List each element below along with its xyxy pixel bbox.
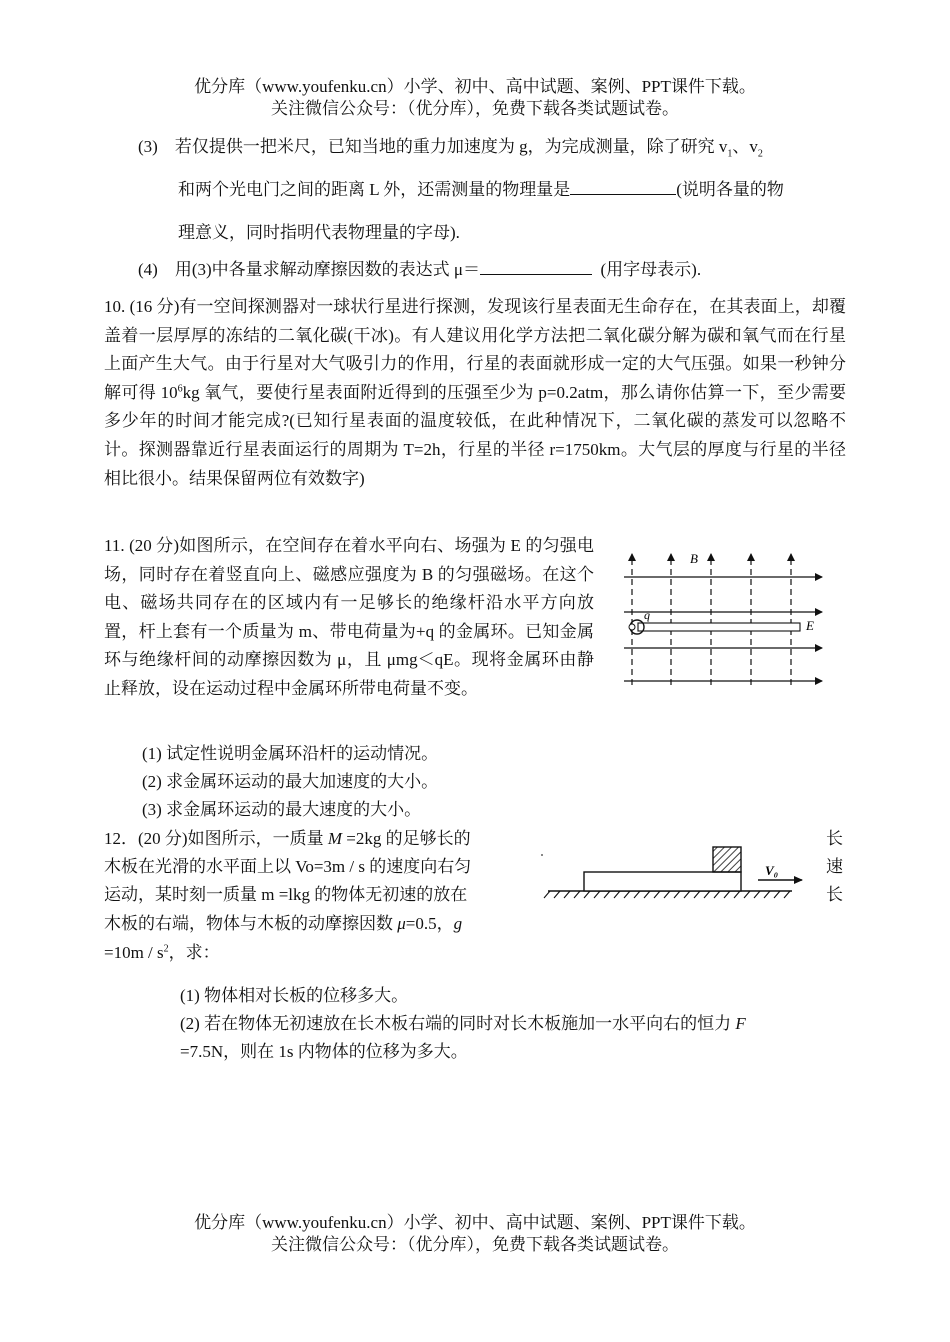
footer-line-1: 优分库（www.youfenku.cn）小学、初中、高中试题、案例、PPT课件下载。 (194, 1213, 756, 1232)
label-q: q (644, 608, 650, 622)
long-board (584, 872, 741, 891)
q12-sub1: (1) 物体相对长板的位移多大。 (180, 986, 409, 1005)
header-line-1: 优分库（www.youfenku.cn）小学、初中、高中试题、案例、PPT课件下载。 (194, 77, 756, 96)
q12-line2: 木板在光滑的水平面上以 Vo=3m / s 的速度向右匀 (104, 857, 472, 876)
q9-part3-line3: 理意义，同时指明代表物理量的字母). (178, 223, 460, 242)
q12-sub2-line2: =7.5N，则在 1s 内物体的位移为多大。 (180, 1042, 468, 1061)
small-block (713, 847, 741, 872)
q12-line1: 12．(20 分)如图所示，一质量 M =2kg 的足够长的 (104, 829, 471, 848)
insulating-rod (638, 623, 800, 631)
q12-sub2-line1: (2) 若在物体无初速放在长木板右端的同时对长木板施加一水平向右的恒力 F (180, 1014, 746, 1033)
q12-right-char-2: 速 (826, 857, 843, 876)
label-b: B (690, 551, 698, 566)
q12-line5: $=10m / s^2$，求： (104, 943, 220, 962)
ground-hatch (544, 891, 790, 898)
q12-right-char-3: 长 (826, 885, 843, 904)
label-e: E (806, 618, 814, 633)
q9-part3-line2: 和两个光电门之间的距离 L 外，还需测量的物理量是 (说明各量的物 (178, 176, 784, 204)
q11-sub2: (2) 求金属环运动的最大加速度的大小。 (142, 772, 439, 791)
q12-right-char-1: 长 (826, 829, 843, 848)
ring-hole (629, 624, 635, 630)
answer-blank-1[interactable] (570, 176, 676, 195)
q11-sub1: (1) 试定性说明金属环沿杆的运动情况。 (142, 744, 439, 763)
footer-line-2: 关注微信公众号：（优分库），免费下载各类试题试卷。 (271, 1235, 679, 1254)
header-line-2: 关注微信公众号：（优分库），免费下载各类试题试卷。 (271, 99, 679, 118)
q11-sub3: (3) 求金属环运动的最大速度的大小。 (142, 800, 422, 819)
q12-board-diagram (540, 840, 820, 910)
label-v0: V₀ (765, 863, 779, 878)
q11-text: 11. (20 分)如图所示，在空间存在着水平向右、场强为 E 的匀强电场，同时存在着竖直向上、磁感应强度为 B 的匀强磁场。在这个电、磁场共同存在的区域内有一足够长的绝缘杆沿水平方向放置，杆上套有一个质量为 m、带电荷量为+q 的金属环。已知金属环与绝缘杆间的动摩擦因数为 μ，且 μmg＜qE。现将金属环由静止释放，设在运动过程中金属环所带电荷量不变。 (104, 536, 594, 698)
q12-line3: 运动，某时刻一质量 m =lkg 的物体无初速的放在 (104, 885, 468, 904)
q11-field-diagram (610, 540, 840, 695)
q12-line4: 木板的右端，物体与木板的动摩擦因数 μ=0.5，g (104, 914, 463, 933)
q9-part4: (4) 用(3)中各量求解动摩擦因数的表达式 μ＝ (用字母表示). (138, 256, 701, 284)
q10-text: 10. (16 分)有一空间探测器对一球状行星进行探测，发现该行星表面无生命存在，在其表面上，却覆盖着一层厚厚的冻结的二氧化碳(干冰)。有人建议用化学方法把二氧化碳分解为碳和氧气而在行星上面产生大气。由于行星对大气吸引力的作用，行星的表面就形成一定的大气压强。如果一秒钟分解可得 $10^6kg$ 氧气，要使行星表面附近得到的压强至少为 p=0.2atm，那么请你估算一下，至少需要多少年的时间才能完成?(已知行星表面的温度较低，在此种情况下，二氧化碳的蒸发可以忽略不计。探测器靠近行星表面运行的周期为 T=2h，行星的半径 r=1750km。大气层的厚度与行星的半径相比很小。结果保留两位有效数字) (104, 297, 847, 488)
answer-blank-2[interactable] (480, 256, 592, 275)
q9-part3-line1: (3) 若仅提供一把米尺，已知当地的重力加速度为 g，为完成测量，除了研究 $v_1$、$v_2$ (138, 137, 763, 160)
